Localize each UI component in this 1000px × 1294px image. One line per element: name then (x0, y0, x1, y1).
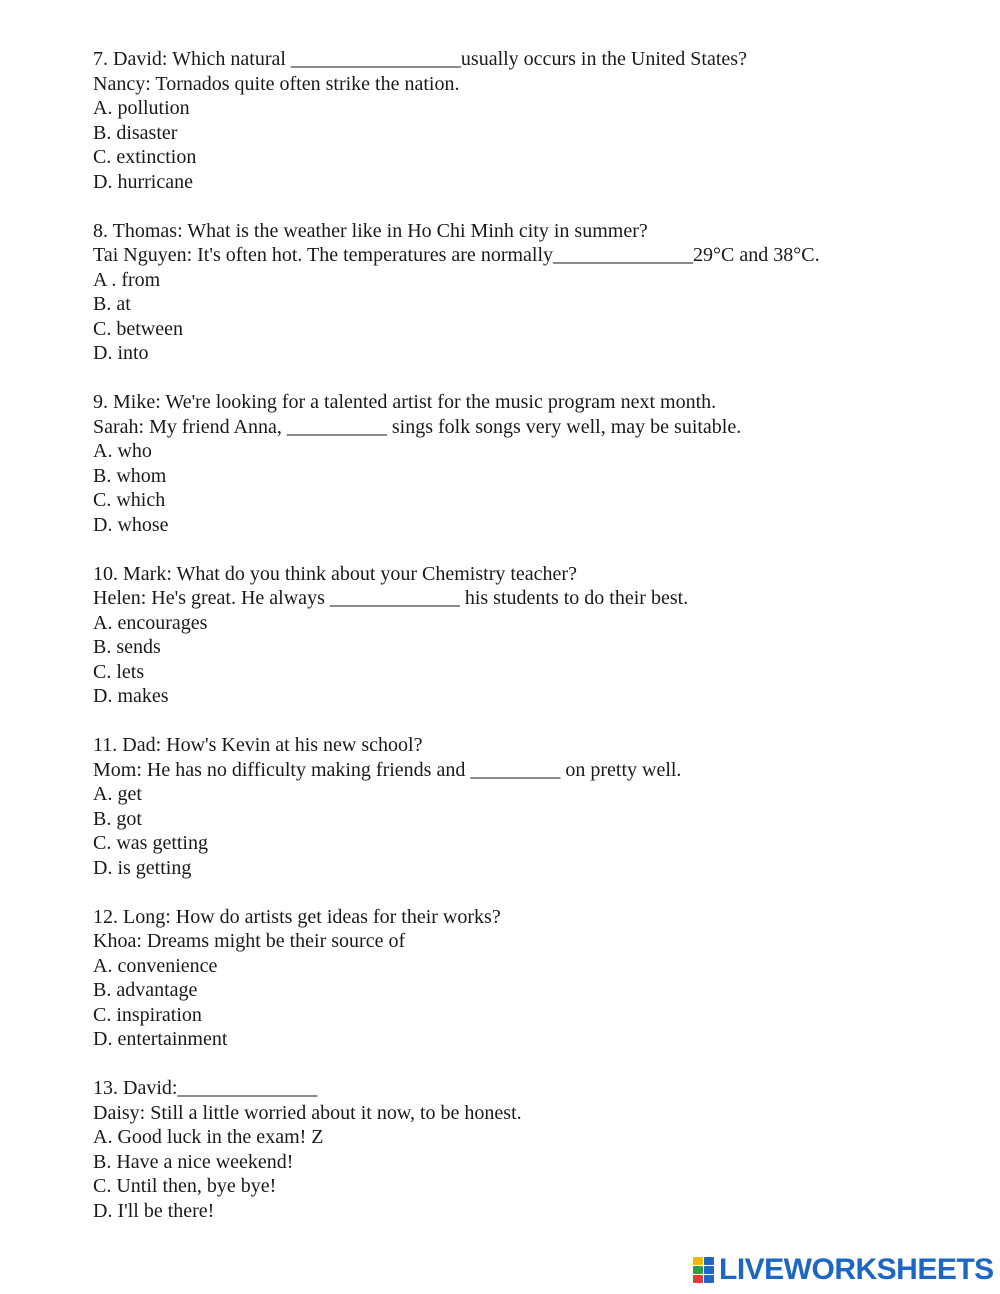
question-9-option-c[interactable]: C. which (93, 489, 166, 511)
logo-mark-block (693, 1266, 703, 1274)
question-8-response: Tai Nguyen: It's often hot. The temperatures are normally______________29°C and 38°C. (93, 244, 820, 266)
question-7 (93, 47, 973, 194)
question-9-option-b[interactable]: B. whom (93, 464, 167, 487)
liveworksheets-logo (693, 1254, 994, 1286)
question-10-response: Helen: He's great. He always _____________ his students to do their best. (93, 587, 689, 609)
question-11-prompt: 11. Dad: How's Kevin at his new school? (93, 734, 423, 756)
question-10 (93, 562, 973, 709)
question-8-option-c[interactable]: C. between (93, 317, 183, 340)
question-12-option-b[interactable]: B. advantage (93, 979, 198, 1001)
question-11-option-d[interactable]: D. is getting (93, 856, 192, 879)
question-11-option-a[interactable]: A. get (93, 783, 142, 805)
question-13-option-c[interactable]: C. Until then, bye bye! (93, 1175, 277, 1197)
question-13 (93, 1076, 973, 1223)
question-7-prompt: 7. David: Which natural _________________usually occurs in the United States? (93, 48, 747, 70)
question-8-option-b[interactable]: B. at (93, 293, 131, 315)
question-9-prompt: 9. Mike: We're looking for a talented artist for the music program next month. (93, 391, 717, 413)
question-11-option-b[interactable]: B. got (93, 807, 142, 830)
question-7-response: Nancy: Tornados quite often strike the nation. (93, 72, 460, 95)
worksheet (93, 47, 973, 1248)
logo-mark-block (704, 1266, 714, 1274)
question-13-option-b[interactable]: B. Have a nice weekend! (93, 1150, 294, 1173)
logo-text: LIVEWORKSHEETS (719, 1253, 994, 1286)
question-10-option-b[interactable]: B. sends (93, 636, 161, 658)
question-13-prompt: 13. David:______________ (93, 1077, 318, 1099)
question-8 (93, 219, 973, 366)
logo-mark-block (704, 1257, 714, 1265)
question-8-option-d[interactable]: D. into (93, 342, 149, 364)
question-7-option-c[interactable]: C. extinction (93, 146, 197, 168)
question-12-option-a[interactable]: A. convenience (93, 954, 218, 977)
question-12-option-d[interactable]: D. entertainment (93, 1028, 228, 1050)
question-13-response: Daisy: Still a little worried about it now, to be honest. (93, 1101, 522, 1124)
question-10-prompt: 10. Mark: What do you think about your Chemistry teacher? (93, 562, 577, 585)
question-8-option-a[interactable]: A . from (93, 268, 161, 291)
logo-mark-block (693, 1275, 703, 1283)
question-13-option-a[interactable]: A. Good luck in the exam! Z (93, 1126, 324, 1148)
logo-mark-block (693, 1257, 703, 1265)
question-12 (93, 905, 973, 1052)
question-10-option-c[interactable]: C. lets (93, 660, 145, 683)
question-7-option-d[interactable]: D. hurricane (93, 170, 193, 193)
question-11-response: Mom: He has no difficulty making friends and _________ on pretty well. (93, 758, 682, 781)
question-7-option-a[interactable]: A. pollution (93, 97, 190, 119)
logo-mark-block (704, 1275, 714, 1283)
question-12-option-c[interactable]: C. inspiration (93, 1003, 202, 1026)
liveworksheets-logo-icon (693, 1257, 715, 1283)
question-8-prompt: 8. Thomas: What is the weather like in Ho Chi Minh city in summer? (93, 219, 648, 242)
question-11-option-c[interactable]: C. was getting (93, 832, 208, 854)
question-12-response: Khoa: Dreams might be their source of (93, 930, 406, 952)
question-9-option-d[interactable]: D. whose (93, 513, 169, 536)
question-9-response: Sarah: My friend Anna, __________ sings folk songs very well, may be suitable. (93, 415, 742, 438)
question-10-option-a[interactable]: A. encourages (93, 611, 208, 634)
question-9 (93, 390, 973, 537)
question-9-option-a[interactable]: A. who (93, 440, 152, 462)
question-12-prompt: 12. Long: How do artists get ideas for their works? (93, 905, 501, 928)
question-7-option-b[interactable]: B. disaster (93, 121, 178, 144)
question-10-option-d[interactable]: D. makes (93, 685, 169, 707)
question-13-option-d[interactable]: D. I'll be there! (93, 1199, 215, 1222)
question-11 (93, 733, 973, 880)
